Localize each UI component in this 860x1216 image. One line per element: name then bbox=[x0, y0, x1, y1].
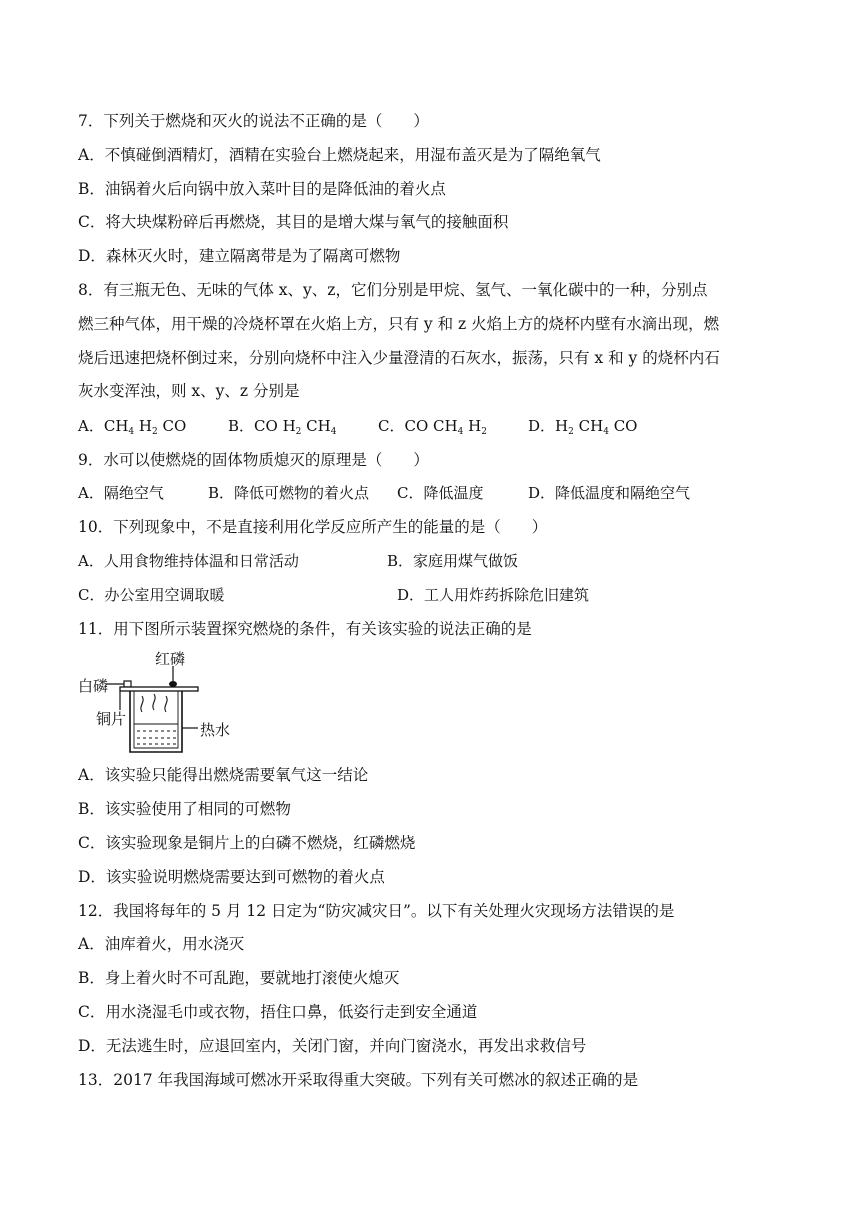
q8-option-c: C．CO $CH_4$ $H_2$ bbox=[378, 417, 487, 437]
q13-stem: 13．2017 年我国海域可燃冰开采取得重大突破。下列有关可燃冰的叙述正确的是 bbox=[78, 1071, 639, 1089]
beaker-inner-wall bbox=[134, 691, 178, 748]
q10-option-d: D．工人用炸药拆除危旧建筑 bbox=[397, 586, 590, 604]
q7-option-a: A．不慎碰倒酒精灯，酒精在实验台上燃烧起来，用湿布盖灭是为了隔绝氧气 bbox=[78, 146, 601, 164]
q8-option-a: A．$CH_4$ $H_2$ CO bbox=[78, 417, 187, 437]
q12-option-d: D．无法逃生时，应退回室内，关闭门窗，并向门窗浇水，再发出求救信号 bbox=[78, 1037, 587, 1055]
q8-stem-line-3: 烧后迅速把烧杯倒过来，分别向烧杯中注入少量澄清的石灰水，振荡，只有 x 和 y 的烧杯内石 bbox=[78, 349, 720, 367]
q9-stem: 9．水可以使燃烧的固体物质熄灭的原理是（ ） bbox=[78, 451, 429, 469]
q10-option-a: A．人用食物维持体温和日常活动 bbox=[78, 552, 299, 570]
copper-sheet bbox=[120, 687, 198, 691]
q9-option-d: D．降低温度和隔绝空气 bbox=[528, 484, 691, 502]
q7-option-d: D．森林灭火时，建立隔离带是为了隔离可燃物 bbox=[78, 247, 401, 265]
q12-stem: 12．我国将每年的 5 月 12 日定为“防灾减灾日”。以下有关处理火灾现场方法错误的是 bbox=[78, 902, 675, 920]
q9-option-b: B．降低可燃物的着火点 bbox=[208, 484, 370, 502]
q9-option-c: C．降低温度 bbox=[397, 484, 484, 502]
white-phosphorus-sample bbox=[124, 681, 131, 687]
q12-option-a: A．油库着火，用水浇灭 bbox=[78, 935, 245, 953]
q11-option-b: B．该实验使用了相同的可燃物 bbox=[78, 800, 291, 818]
q7-option-c: C．将大块煤粉碎后再燃烧，其目的是增大煤与氧气的接触面积 bbox=[78, 213, 509, 231]
q12-option-b: B．身上着火时不可乱跑，要就地打滚使火熄灭 bbox=[78, 969, 400, 987]
steam-wave-left bbox=[141, 696, 143, 712]
q11-option-a: A．该实验只能得出燃烧需要氧气这一结论 bbox=[78, 766, 369, 784]
q7-option-b: B．油锅着火后向锅中放入菜叶目的是降低油的着火点 bbox=[78, 180, 446, 198]
red-phosphorus-label: 红磷 bbox=[155, 650, 186, 668]
q9-option-a: A．隔绝空气 bbox=[78, 484, 164, 502]
q12-option-c: C．用水浇湿毛巾或衣物，捂住口鼻，低姿行走到安全通道 bbox=[78, 1003, 478, 1021]
q11-option-d: D．该实验说明燃烧需要达到可燃物的着火点 bbox=[78, 868, 385, 886]
white-phosphorus-label: 白磷 bbox=[78, 677, 109, 695]
q8-stem-line-1: 8．有三瓶无色、无味的气体 x、y、z，它们分别是甲烷、氢气、一氧化碳中的一种，分别点 bbox=[78, 281, 708, 299]
q10-option-b: B．家庭用煤气做饭 bbox=[387, 552, 519, 570]
red-phosphorus-sample bbox=[169, 681, 177, 687]
q10-stem: 10．下列现象中，不是直接利用化学反应所产生的能量的是（ ） bbox=[78, 518, 548, 536]
q11-option-c: C．该实验现象是铜片上的白磷不燃烧，红磷燃烧 bbox=[78, 834, 416, 852]
copper-sheet-label: 铜片 bbox=[96, 710, 127, 728]
combustion-apparatus-diagram bbox=[78, 648, 248, 758]
q8-stem-line-4: 灰水变浑浊，则 x、y、z 分别是 bbox=[78, 382, 300, 400]
q8-option-d: D．$H_2$ $CH_4$ CO bbox=[528, 417, 638, 437]
q8-option-b: B．CO $H_2$ $CH_4$ bbox=[228, 417, 337, 437]
q8-stem-line-2: 燃三种气体，用干燥的冷烧杯罩在火焰上方，只有 y 和 z 火焰上方的烧杯内壁有水滴出现，燃 bbox=[78, 315, 720, 333]
beaker-outline bbox=[130, 691, 182, 752]
q7-stem: 7．下列关于燃烧和灭火的说法不正确的是（ ） bbox=[78, 112, 429, 130]
q11-stem: 11．用下图所示装置探究燃烧的条件，有关该实验的说法正确的是 bbox=[78, 620, 532, 638]
hot-water-label: 热水 bbox=[200, 721, 231, 739]
q10-option-c: C．办公室用空调取暖 bbox=[78, 586, 225, 604]
steam-wave-middle bbox=[153, 694, 155, 710]
steam-wave-right bbox=[165, 696, 167, 712]
